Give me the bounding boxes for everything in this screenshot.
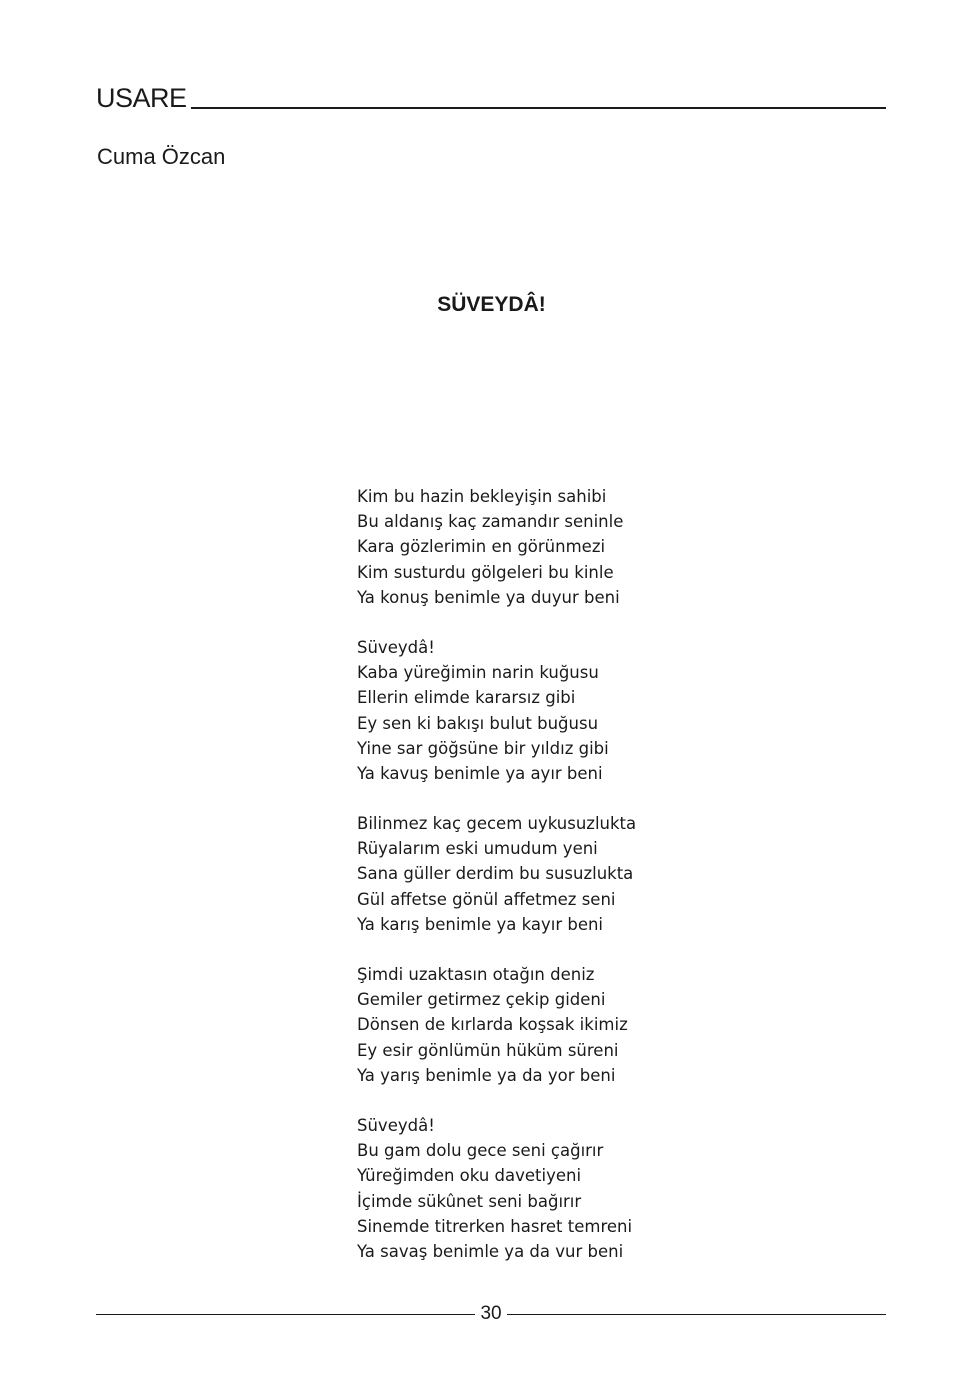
journal-title: USARE [96, 83, 187, 113]
poem-line: Bilinmez kaç gecem uykusuzlukta [357, 814, 637, 834]
poem-line: Ya savaş benimle ya da vur beni [357, 1241, 624, 1261]
stanza [357, 962, 757, 1088]
poem-line: İçimde sükûnet seni bağırır [357, 1191, 582, 1211]
poem-line: Ellerin elimde kararsız gibi [357, 688, 576, 708]
stanza [357, 484, 757, 610]
poem-line: Şimdi uzaktasın otağın deniz [357, 965, 595, 984]
poem-line: Bu aldanış kaç zamandır seninle [357, 512, 624, 532]
author-name: Cuma Özcan [97, 144, 226, 169]
running-header [96, 80, 886, 112]
poem-line: Rüyalarım eski umudum yeni [357, 839, 598, 859]
footer-rule-left [96, 1314, 475, 1315]
page-footer [96, 1302, 886, 1326]
poem-line: Ya konuş benimle ya duyur beni [357, 587, 620, 607]
stanza [357, 635, 757, 786]
poem-line: Ya karış benimle ya kayır beni [357, 914, 604, 934]
page-number: 30 [480, 1303, 502, 1324]
poem-body [357, 484, 757, 1289]
poem-line: Ya kavuş benimle ya ayır beni [357, 763, 603, 783]
poem-line: Kim susturdu gölgeleri bu kinle [357, 562, 614, 582]
poem-line: Ey esir gönlümün hüküm süreni [357, 1040, 619, 1060]
poem-line: Sana güller derdim bu susuzlukta [357, 864, 634, 884]
poem-line: Bu gam dolu gece seni çağırır [357, 1141, 604, 1161]
poem-line: Süveydâ! [357, 1115, 435, 1135]
stanza [357, 811, 757, 937]
poem-line: Kim bu hazin bekleyişin sahibi [357, 487, 607, 506]
poem-line: Süveydâ! [357, 637, 435, 657]
poem-title: SÜVEYDÂ! [437, 293, 546, 316]
poem-line: Dönsen de kırlarda koşsak ikimiz [357, 1015, 628, 1035]
poem-line: Ya yarış benimle ya da yor beni [357, 1065, 616, 1085]
poem-line: Gül affetse gönül affetmez seni [357, 889, 616, 909]
poem-line: Gemiler getirmez çekip gideni [357, 990, 606, 1010]
footer-rule-right [507, 1314, 886, 1315]
poem-line: Yüreğimden oku davetiyeni [357, 1166, 582, 1186]
poem-line: Ey sen ki bakışı bulut buğusu [357, 713, 599, 733]
stanza [357, 1113, 757, 1264]
poem-line: Kaba yüreğimin narin kuğusu [357, 663, 599, 683]
poem-line: Sinemde titrerken hasret temreni [357, 1216, 633, 1236]
poem-line: Yine sar göğsüne bir yıldız gibi [357, 738, 609, 758]
poem-line: Kara gözlerimin en görünmezi [357, 537, 606, 557]
header-rule [191, 107, 886, 109]
